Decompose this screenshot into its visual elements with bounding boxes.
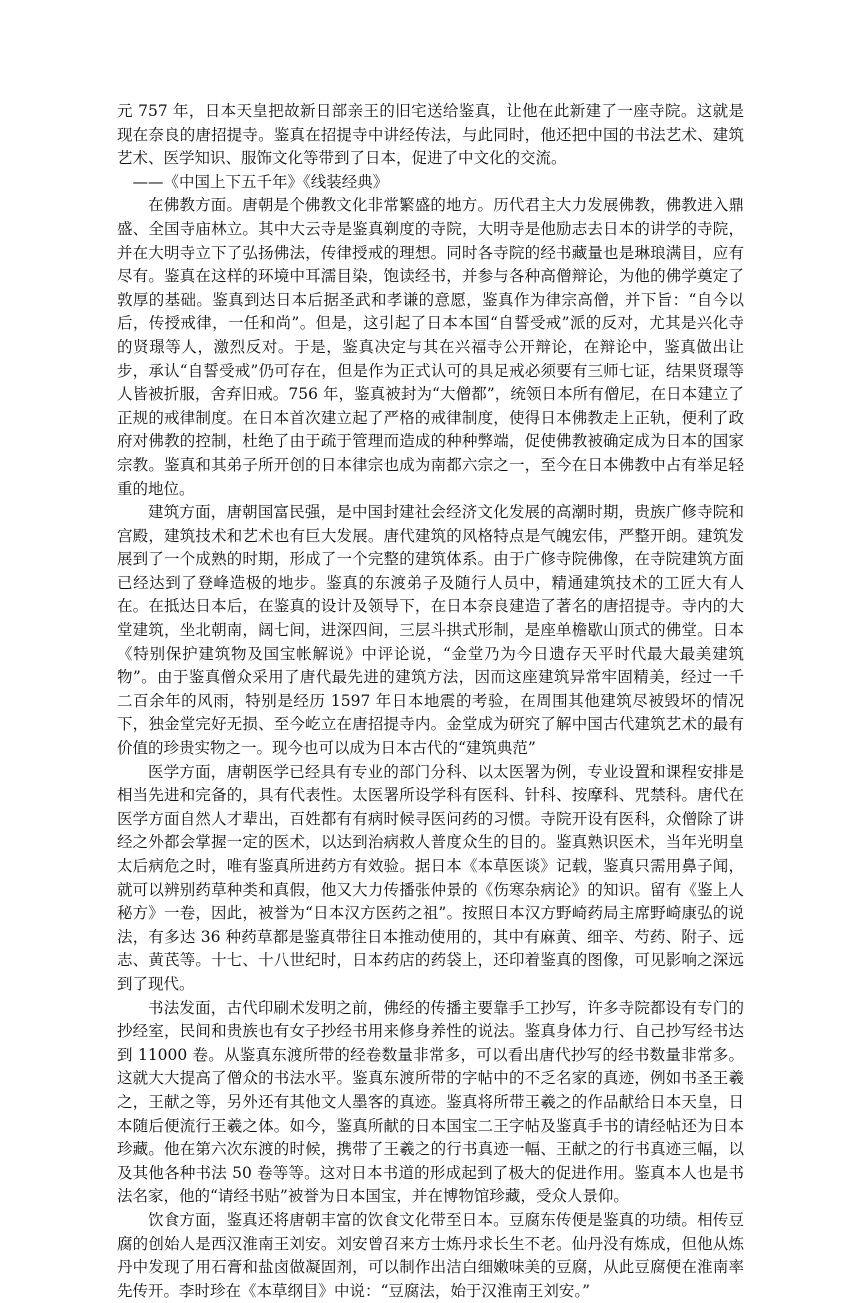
paragraph-buddhism: 在佛教方面。唐朝是个佛教文化非常繁盛的地方。历代君主大力发展佛教，佛教进入鼎盛、全国寺庙林立。其中大云寺是鉴真剃度的寺院，大明寺是他励志去日本的讲学的寺院，并在大明寺立下了弘扬佛法，传律授戒的理想。同时各寺院的经书藏量也是琳琅满目，应有尽有。鉴真在这样的环境中耳濡目染，饱读经书，并参与各种高僧辩论，为他的佛学奠定了敦厚的基础。鉴真到达日本后据圣武和孝谦的意愿，鉴真作为律宗高僧，并下旨：“自今以后，传授戒律，一任和尚”。但是，这引起了日本本国“自誓受戒”派的反对，尤其是兴化寺的贤璟等人，激烈反对。于是，鉴真决定与其在兴福寺公开辩论，在辩论中，鉴真做出让步，承认“自誓受戒”仍可存在，但是作为正式认可的具足戒必须要有三师七证，结果贤璟等人皆被折服，舍弃旧戒。756 年，鉴真被封为“大僧都”，统领日本所有僧尼，在日本建立了正规的戒律制度。在日本首次建立起了严格的戒律制度，使得日本佛教走上正轨，便利了政府对佛教的控制，杜绝了由于疏于管理而造成的种种弊端，促使佛教被确定成为日本的国家宗教。鉴真和其弟子所开创的日本律宗也成为南都六宗之一，至今在日本佛教中占有举足轻重的地位。 [117, 196, 744, 498]
document-body [117, 100, 744, 1303]
paragraph-medicine: 医学方面，唐朝医学已经具有专业的部门分科、以太医署为例，专业设置和课程安排是相当先进和完备的，具有代表性。太医署所设学科有医科、针科、按摩科、咒禁科。唐代在医学方面自然人才辈出，百姓都有有病时候寻医问药的习惯。寺院开设有医科，众僧除了讲经之外都会掌握一定的医术，以达到治病救人普度众生的目的。鉴真熟识医术，当年光明皇太后病危之时，唯有鉴真所进药方有效验。据日本《本草医谈》记载，鉴真只需用鼻子闻，就可以辨别药草种类和真假，他又大力传播张仲景的《伤寒杂病论》的知识。留有《鉴上人秘方》一卷，因此，被誉为“日本汉方医药之祖”。按照日本汉方野崎药局主席野崎康弘的说法，有多达 36 种药草都是鉴真带往日本推动使用的，其中有麻黄、细辛、芍药、附子、远志、黄芪等。十七、十八世纪时，日本药店的药袋上，还印着鉴真的图像，可见影响之深远到了现代。 [117, 762, 744, 993]
source-citation: ——《中国上下五千年》《线装经典》 [132, 172, 389, 191]
paragraph-food: 饮食方面，鉴真还将唐朝丰富的饮食文化带至日本。豆腐东传便是鉴真的功绩。相传豆腐的创始人是西汉淮南王刘安。刘安曾召来方士炼丹求长生不老。仙丹没有炼成，但他从炼丹中发现了用石膏和盐卤做凝固剂，可以制作出洁白细嫩味美的豆腐，从此豆腐便在淮南率先传开。李时珍在《本草纲目》中说：“豆腐法，始于汉淮南王刘安。” [117, 1210, 744, 1300]
intro-paragraph: 元 757 年，日本天皇把故新日部亲王的旧宅送给鉴真，让他在此新建了一座寺院。这就是现在奈良的唐招提寺。鉴真在招提寺中讲经传法，与此同时，他还把中国的书法艺术、建筑艺术、医学知识、服饰文化等带到了日本，促进了中文化的交流。 [117, 102, 744, 168]
paragraph-architecture: 建筑方面，唐朝国富民强，是中国封建社会经济文化发展的高潮时期，贵族广修寺院和宫殿，建筑技术和艺术也有巨大发展。唐代建筑的风格特点是气魄宏伟，严整开朗。建筑发展到了一个成熟的时期，形成了一个完整的建筑体系。由于广修寺院佛像，在寺院建筑方面已经达到了登峰造极的地步。鉴真的东渡弟子及随行人员中，精通建筑技术的工匠大有人在。在抵达日本后，在鉴真的设计及领导下，在日本奈良建造了著名的唐招提寺。寺内的大堂建筑，坐北朝南，阔七间，进深四间，三层斗拱式形制，是座单檐歇山顶式的佛堂。日本《特别保护建筑物及国宝帐解说》中评论说，“金堂乃为今日遗存天平时代最大最美建筑物”。由于鉴真僧众采用了唐代最先进的建筑方法，因而这座建筑异常牢固精美，经过一千二百余年的风雨，特别是经历 1597 年日本地震的考验，在周围其他建筑尽被毁坏的情况下，独金堂完好无损、至今屹立在唐招提寺内。金堂成为研究了解中国古代建筑艺术的最有价值的珍贵实物之一。现今也可以成为日本古代的“建筑典范” [117, 503, 744, 758]
paragraph-calligraphy: 书法发面，古代印刷术发明之前，佛经的传播主要靠手工抄写，许多寺院都设有专门的抄经室，民间和贵族也有女子抄经书用来修身养性的说法。鉴真身体力行、自己抄写经书达到 11000 卷。从鉴真东渡所带的经卷数量非常多，可以看出唐代抄写的经书数量非常多。这就大大提高了僧众的书法水平。鉴真东渡所带的字帖中的不乏名家的真迹，例如书圣王羲之，王献之等，另外还有其他文人墨客的真迹。鉴真将所带王羲之的作品献给日本天皇，日本随后便流行王羲之体。如今，鉴真所献的日本国宝二王字帖及鉴真手书的请经帖还为日本珍藏。他在第六次东渡的时候，携带了王羲之的行书真迹一幅、王献之的行书真迹三幅，以及其他各种书法 50 卷等等。这对日本书道的形成起到了极大的促进作用。鉴真本人也是书法名家，他的“请经书贴”被誉为日本国宝，并在博物馆珍藏，受众人景仰。 [117, 998, 744, 1206]
